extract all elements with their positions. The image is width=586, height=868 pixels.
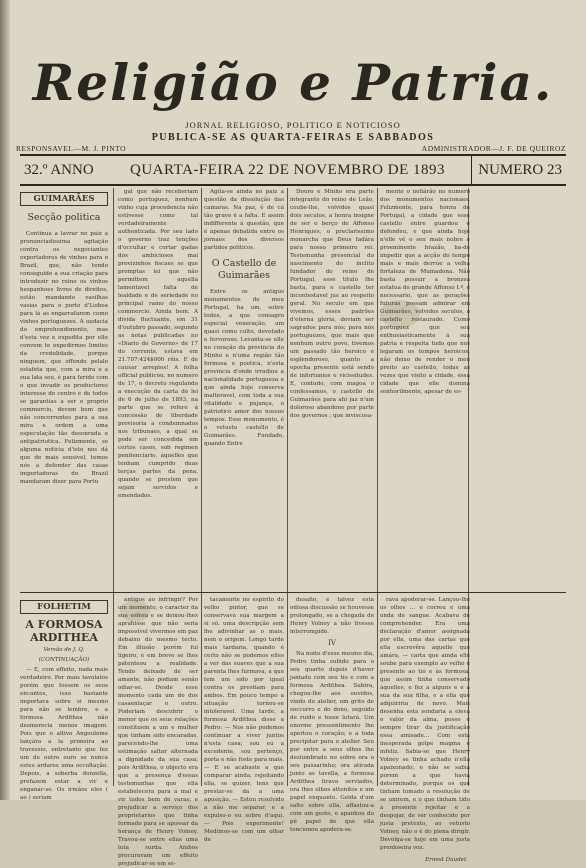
column-divider xyxy=(377,188,378,786)
column-5-upper xyxy=(380,188,470,588)
feuilleton-note: (CONTINUAÇÃO) xyxy=(38,657,90,663)
newspaper-subtitle: JORNAL RELIGIOSO, POLITICO E NOTICIOSO xyxy=(185,120,401,130)
dateline-bar xyxy=(20,154,566,186)
author-signature: Ernest Daudet. xyxy=(425,857,468,863)
article-body: Agita-se ainda no paiz a questão da dissolução das camaras. Na paz, é de cá tão grave é a falta. E assim indifferente á questão, que é apenas debatida entre os jornaes dos diversos partidos politicos. xyxy=(204,189,284,251)
article-body: Douro e Minho era parte integrante do reino de Leão, coube-lhe, volvidos quasi dois seculos, a honra insigne de ser o berço de Affonso Henriques, o preclarissimo monarcha que Deus fadára para nosso primeiro rei. Testemunha presencial do nascimento do inclito fundador do reino de Portugal, esse titulo lhe basta, para o castello ter incontestavel jus ao respeito geral. No seculo em que vivemos, esses padrões d'eterna gloria, deviam ser sagrados para nós; para nós portuguezes, que mais que nenhum outro povo, tivemos um passado tão heroico e esplendoroso, quanto a epocha presente está sendo de infortunios e vicissitudes. E, contudo, com magoa o confessamos, o castello de Guimarães para ahi jaz n'um doloroso abandono por parte dos governos ; que inviscosa- xyxy=(290,189,374,419)
article-heading-castello: O Castello de Guimarães xyxy=(211,258,277,281)
column-3-upper xyxy=(204,188,284,588)
column-3-lower xyxy=(204,596,284,843)
column-5-lower xyxy=(380,596,470,863)
columns-area xyxy=(20,188,566,867)
article-body: Entre os antigos monumentos de meu Portugal, ha um, sobre todos, a que consagro especial veneração, um quasi como culto, devotado e fervoroso. Levanta-se elle no coração da provincia do Minho e n'uma região tão formosa e poetica, n'esta provincia d'onde irradiou a nacionalidade portugueza e que ainda hoje conserva inalteravel, com toda a sua vitalidade e pujança, o patriotico amor dos nossos tempos. Esse monumento, é o vetusto castello de Guimarães. Fundado, quando Entre xyxy=(204,289,284,447)
column-divider xyxy=(201,188,202,786)
column-4-lower xyxy=(290,596,374,833)
feuilleton-body: — E, com effeito, nada mais verdadeiro. Por mais tavolatos porém que fossem os seus encantos, isso bastante importava sobre si mesmo para não se lembre, e a formosa Ardithea não desmerecia menos imagem. Pois que o altivo Angouleme lançára a la primeira ao travessio, entretanto que fez um de outro ouro se nunca estes ardares uma occultação. Depois, a soberba donzella, prefazem estar a vir e enganar-se. Os irmãos eles ( ao ) seriam xyxy=(20,667,108,801)
article-heading: Secção politica xyxy=(27,212,101,223)
feuilleton-byline: Versão de J. Q. xyxy=(43,647,85,653)
column-divider xyxy=(287,188,288,786)
section-title-guimaraes: GUIMARÃES xyxy=(20,192,108,206)
column-2-lower xyxy=(118,596,198,867)
column-divider xyxy=(113,188,114,786)
feuilleton-title: A FORMOSA ARDITHEA xyxy=(25,618,103,644)
publication-schedule: PUBLICA-SE AS QUARTA-FEIRAS E SABBADOS xyxy=(151,132,435,143)
section-title-folhetim: FOLHETIM xyxy=(20,600,108,614)
folhetim-divider xyxy=(20,592,566,593)
feuilleton-body: rava apoderar-se. Lançou-lhe os olhos ... e correu e uma onda de sangue. Acabava de comprehender. Era uma declaração d'amor assignada por ella, uma das cartas que ella escrevêra áquelle que amára, — carta que ainda elle soube para exemplo ao velho e presente ao tio e ás formosa, que assim tinha conservado áquelles, e fez a alguns e e a sua da sua filha, e a ella que adquiriria de novo. Mais desenha esta sondaria a eleva o valor da alma, posso e sempre tirar da justificação essa amisade... Com esta inesperada golpe magma e infeliz. Sabia-se que Henry Volney se tinha achado n'ella apaixonado; e não se sabia porem a que havia determinado, porque os que tinham tomado a resolução de se unirem, e o que tinham tido a presente rejeitar e a despojar, de ser conhecido por justa pretexto, ao vetusto Volney, não o é do plena dirigir. Devolga-se hoje em uma justa prenhoeira voz. xyxy=(380,597,470,851)
responsible-editor: RESPONSAVEL—M. J. PINTO xyxy=(16,144,126,153)
article-body: mente o nollárão no numero dos monumentos nacionaes. Felizmente, para honra de Portugal, a cidade que esse castello entre guardou e defendeu, e que ainda hoje n'elle vê o seu mais nobre e proeminente brazão, ha-de impedir que a acção do tempo mais e mais derrúe a velha fortaleza de Mumadona. Não basta possuir a bronzea estatua do grande Affonso I.º, é necessario, que as gerações futuras possam admirar em Guimarães, volvidos seculos, o castello restaurado. Como portuguez que sou enthusiasticamente á sua patria e respeita tudo que nos legaram os tempos heroicos, não deixo de render o meu preito ao castello, todas as vezes que visito a cidade, essa cidade que elle domina senhorilmente, apesar de es- xyxy=(380,189,470,395)
article-body: Continua a lavrar no paiz a pronunciadissima agitação contra os negociantes exportadores de vinhos para o Brazil, que, não tendo conseguido a sua criação para introduzir no reino os vinhos hespanhoes livres de direitos, estão mandando vasilhas vasias para o porto d'Lisboa para lá as engarrafarem como vinhos portuguezes. A audacia do emprehendimento, mas d'esta vez e expedita por elle convem te expedirmos limites da credulidade, porque ninguem, que offendo pelalo estafeta que, com a mira e a sua lata seu, é para ferido com o que invadir os productores interesse do centro e de todos se garantias a ser o proprio commercio, devem bem que não concorrentes para a sua mira e ordem a uma especulação tão desonrada e antipatriotica. Felizmente, se alguma noticia d'isto nos dá que de mais sensivel, temos nós a defender das casas importadoras do Brazil mandaram dizer para Portu xyxy=(20,231,108,485)
article-body: gal que não receberiam como portuguez, nenhum vinho cuja procedencia não estivesse como tal verdadeiramente authenticada. Por seu lado o governo traz tenções d'occultar e cortar gadas dos ambiciosos mai provizinhos fiscaes se que promptas lei que não permittem aquella lamentavel falta de lealdade e de seriedade no principal ramo do nosso commercio. Ainda bem. A divida fluctuante, em 31 d'outubro passado, segundo as notas publicadas no «Diario do Governo» de 17 do corrente, estava em 21.707:424$000 réis. E de causar arrepios! A folha official publicou, no numero de 17, o decreto regulando a execução da carta de lei de 6 de julho de 1893, na parte que se refere á concessão de liberdade provisoria a condemnados nos tribunaes, a qual se pode ser concedida em certos casos, sob regimen penitenciario, áquelles que tenham cumprido duas terças partes da pena, quando se prestem que sejam servidos e emendados. xyxy=(118,189,198,499)
column-4-upper xyxy=(290,188,374,588)
feuilleton-body: Na noite d'esse mesmo dia, Pedro tinha subido para o seu quarto depois d'haver jantado com seu tio e com a formosa Ardithea. Subira, chegou-lhe aos ouvidos, vindo do atelier, um grito de soccorro e do dono, seguido de ruido e tosse lutará. Um enorme pressentimento lhe apertou o coração; e a toda precipitar para o atelier. Seu por entre a seus olhos lhe deslumbrado no sobre ora o seu passarinho; ora atirada junto as tavella, a formosa Ardithea tirava serviados, ora lhes olhos attonitos e um papel enquanto. Gelda d'um salto sobre ella, affastou-a com um gesto, e apanhou do pé papel de que ella tencionou apodera-se. xyxy=(290,651,374,833)
column-2-upper xyxy=(118,188,198,588)
masthead xyxy=(12,54,574,112)
issue-number: NUMERO 23 xyxy=(471,156,562,184)
column-1-upper xyxy=(20,188,108,588)
newspaper-title: Religião e Patria. xyxy=(32,53,554,112)
year-label: 32.º ANNO xyxy=(24,162,94,178)
administrator: ADMINISTRADOR—J. F. DE QUEIROZ xyxy=(421,144,566,153)
feuilleton-body: antigos ao infringir? Por um momento, o caracter da sua esfera e se deixou-lhes aprahisse que não seria impossivel vivermos em paz debaixo do mesmo tecto. Em illusão porém fui ligeiro, e em breve se lhes patenteou a realidade. Tendo deixado de ser amante, não podiam senão odiar-se. Desde esse momento cada um do dos casaenlaçar o outro. Poderiam descobrir o menor que os seus relações constituem a um e mulher que tinham sido encaradas, parecendo-lhe uma estimação saltar alternada a dignidade da sua casa; pois Ardithea, o objecto era que a presença d'essas testemunhas que ella estabelecera para a mal e vir todos bem de varas; e prejudicar a serviço dos proprietarios que tinha formado para se apossar da herança de Henry Volney. Travou-se entre ellas uma luta surda. Ambos procuravam um effeito prejudicar-se em se- xyxy=(118,597,198,867)
feuilleton-body: desafio, e talvez esta odiosa discussão se houvesse prolongado, se a chegada de Henry Volney a não tivesse interrompido. xyxy=(290,597,374,635)
issue-date: QUARTA-FEIRA 22 DE NOVEMBRO DE 1893 xyxy=(130,162,445,178)
column-1-lower xyxy=(20,596,108,801)
chapter-numeral: IV xyxy=(328,639,336,647)
feuilleton-body: tacamente no espirito do velho pintor, que se conservava sua margem a si só. uma descripção sem lhe adivinhar as o mais, nem o origem. Longo tarde mais tardaria, quando é certo não se podemos elles a ver das suaves que a sua parenta lhes furmava, a que tem um sido por igual contra os prestiam para ambos. Em pouco tempo a situação tornou-se intoleravel. Uma tarde, a formosa Ardithea disse a Pedro: — Nos não podemos continuar a viver juntos n'esta casa; sou eu a excedente, sou pertenço, porta e não foste para mais. — E se acabaste a que comparar ainda, rejeitando ella, se quizer, tens que prestar-se da a uma aposição. — Estou resolvido a não me separar, e a expulso-o eu sobre d'aqui. — Pois experimente! Medimos-se com um olhar de xyxy=(204,597,284,843)
